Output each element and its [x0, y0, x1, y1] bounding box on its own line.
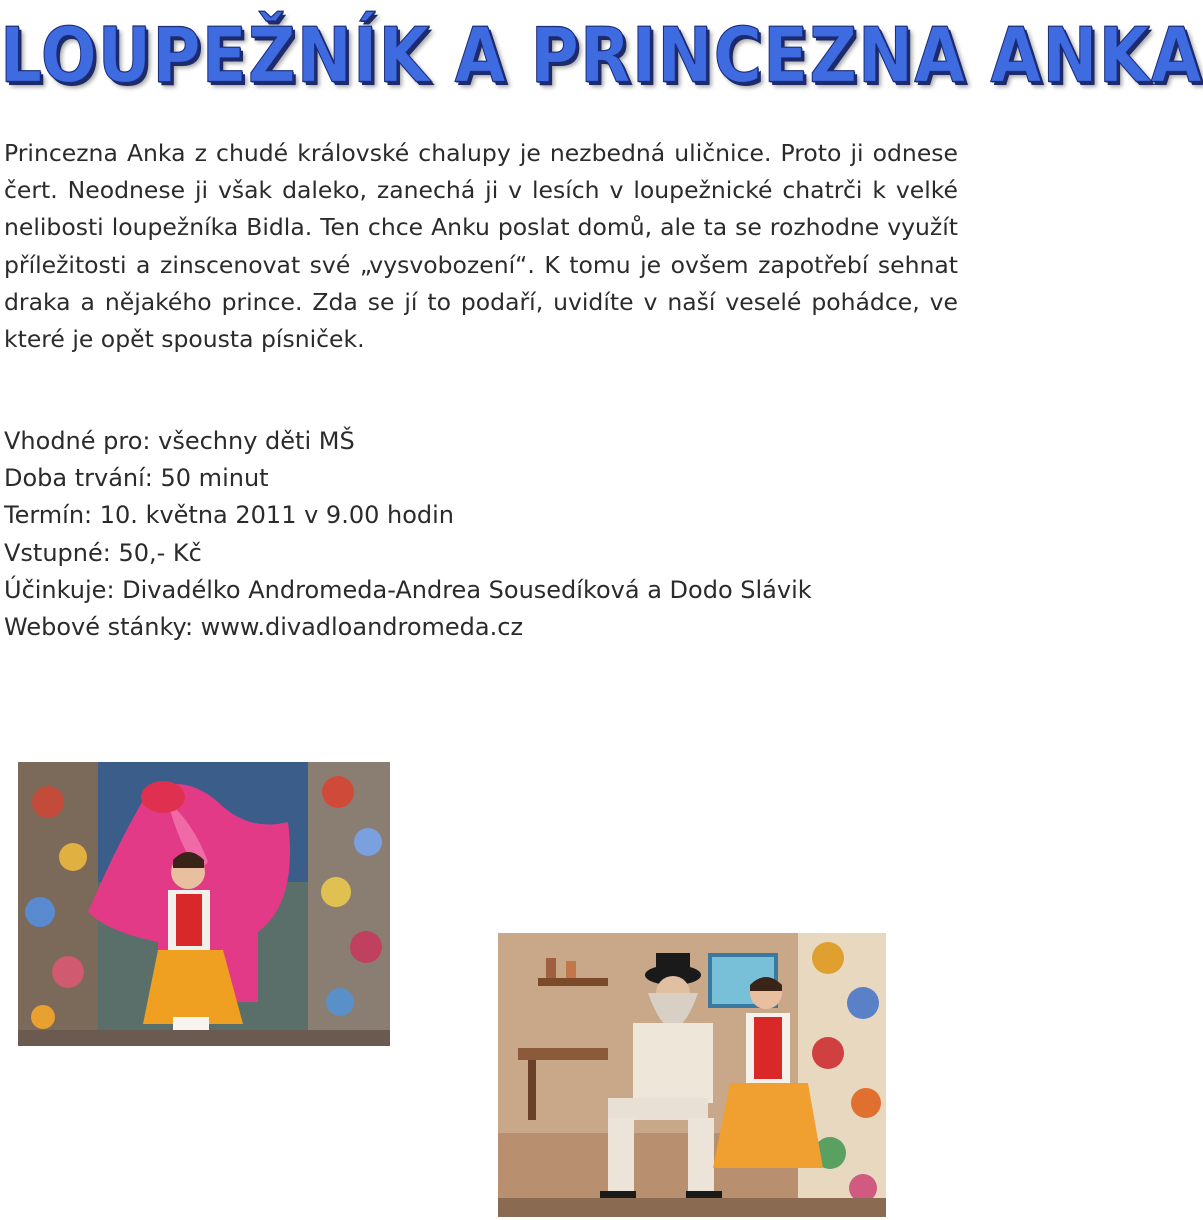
website-line: Webové stánky: www.divadloandromeda.cz [4, 613, 524, 642]
event-info [4, 423, 958, 646]
performers-line: Účinkuje: Divadélko Andromeda-Andrea Sousedíková a Dodo Slávik [4, 575, 812, 604]
duration-line: Doba trvání: 50 minut [4, 464, 269, 493]
photo-robber-princess [498, 933, 886, 1217]
admission-line: Vstupné: 50,- Kč [4, 538, 202, 567]
description-paragraph: Princezna Anka z chudé královské chalupy je nezbedná uličnice. Proto ji odnese čert. Neodnese ji však daleko, zanechá ji v lesích v loupežnické chatrči k velké nelibosti loupežníka Bidla. Ten chce Anku poslat domů, ale ta se rozhodne využít příležitosti a zinscenovat své „vysvobození“. K tomu je ovšem zapotřebí sehnat draka a nějakého prince. Zda se jí to podaří, uvidíte v naší veselé pohádce, ve které je opět spousta písniček. [4, 139, 958, 354]
page-title: LOUPEŽNÍK A PRINCEZNA ANKA [0, 11, 1203, 100]
photo-princess-dragon [18, 762, 390, 1046]
date-line: Termín: 10. května 2011 v 9.00 hodin [4, 501, 454, 530]
audience-line: Vhodné pro: všechny děti MŠ [4, 427, 355, 455]
